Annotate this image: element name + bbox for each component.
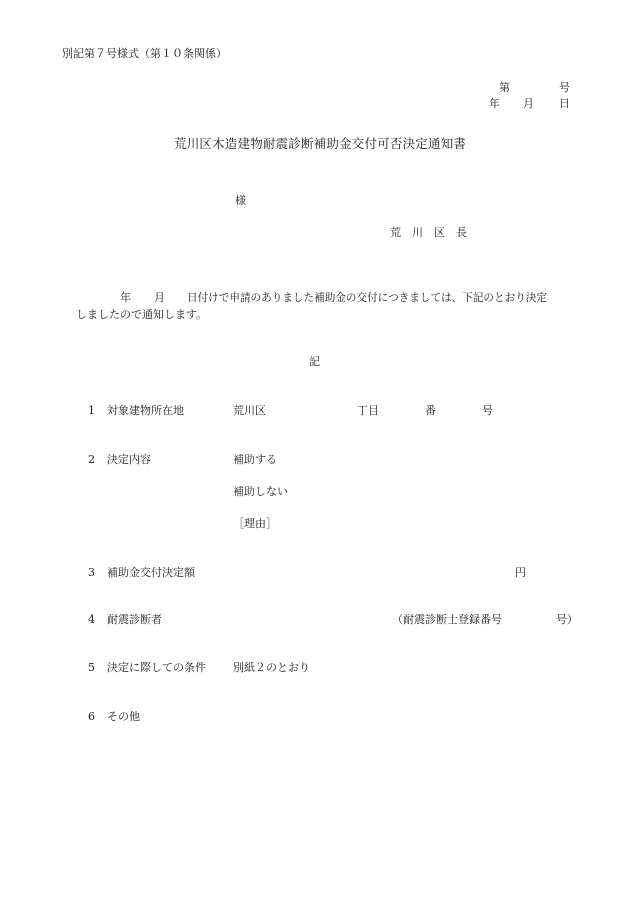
location-go: 号 <box>482 404 493 417</box>
item-number: 2 <box>88 453 95 466</box>
amount-yen: 円 <box>515 566 526 579</box>
location-chome: 丁目 <box>357 404 379 417</box>
item-label-conditions: 決定に際しての条件 <box>107 661 206 674</box>
item-number: 3 <box>88 566 95 579</box>
location-ward: 荒川区 <box>233 404 266 417</box>
body-line2: しましたので通知します。 <box>76 308 208 321</box>
addressee-suffix: 様 <box>235 194 246 207</box>
form-header: 別記第７号様式（第１０条関係） <box>62 47 227 60</box>
decision-reason: ［理由］ <box>233 517 277 530</box>
item-label-decision: 決定内容 <box>107 453 151 466</box>
conditions-value: 別紙２のとおり <box>233 661 310 674</box>
date-day: 日 <box>559 97 570 110</box>
location-ban: 番 <box>425 404 436 417</box>
doc-number-suffix: 号 <box>559 81 570 94</box>
registration-label: （耐震診断士登録番号 <box>392 613 502 626</box>
decision-option-deny: 補助しない <box>233 485 288 498</box>
item-number: 5 <box>88 661 95 674</box>
document-title: 荒川区木造建物耐震診断補助金交付可否決定通知書 <box>174 136 467 151</box>
issuer: 荒 川 区 長 <box>390 226 467 239</box>
item-label-amount: 補助金交付決定額 <box>107 566 195 579</box>
body-month: 月 <box>154 291 165 304</box>
date-month: 月 <box>523 97 534 110</box>
body-year: 年 <box>120 291 131 304</box>
body-line1: 日付けで申請のありました補助金の交付につきましては、下記のとおり決定 <box>187 292 547 304</box>
item-label-diagnostician: 耐震診断者 <box>107 613 162 626</box>
date-year: 年 <box>489 97 500 110</box>
registration-suffix: 号） <box>556 613 578 626</box>
item-number: 4 <box>88 613 95 626</box>
item-number: 1 <box>88 404 95 417</box>
item-number: 6 <box>88 710 95 723</box>
item-label-location: 対象建物所在地 <box>107 404 184 417</box>
decision-option-grant: 補助する <box>233 453 277 466</box>
ki-heading: 記 <box>309 355 320 368</box>
item-label-other: その他 <box>107 710 140 723</box>
doc-number-prefix: 第 <box>499 81 510 94</box>
